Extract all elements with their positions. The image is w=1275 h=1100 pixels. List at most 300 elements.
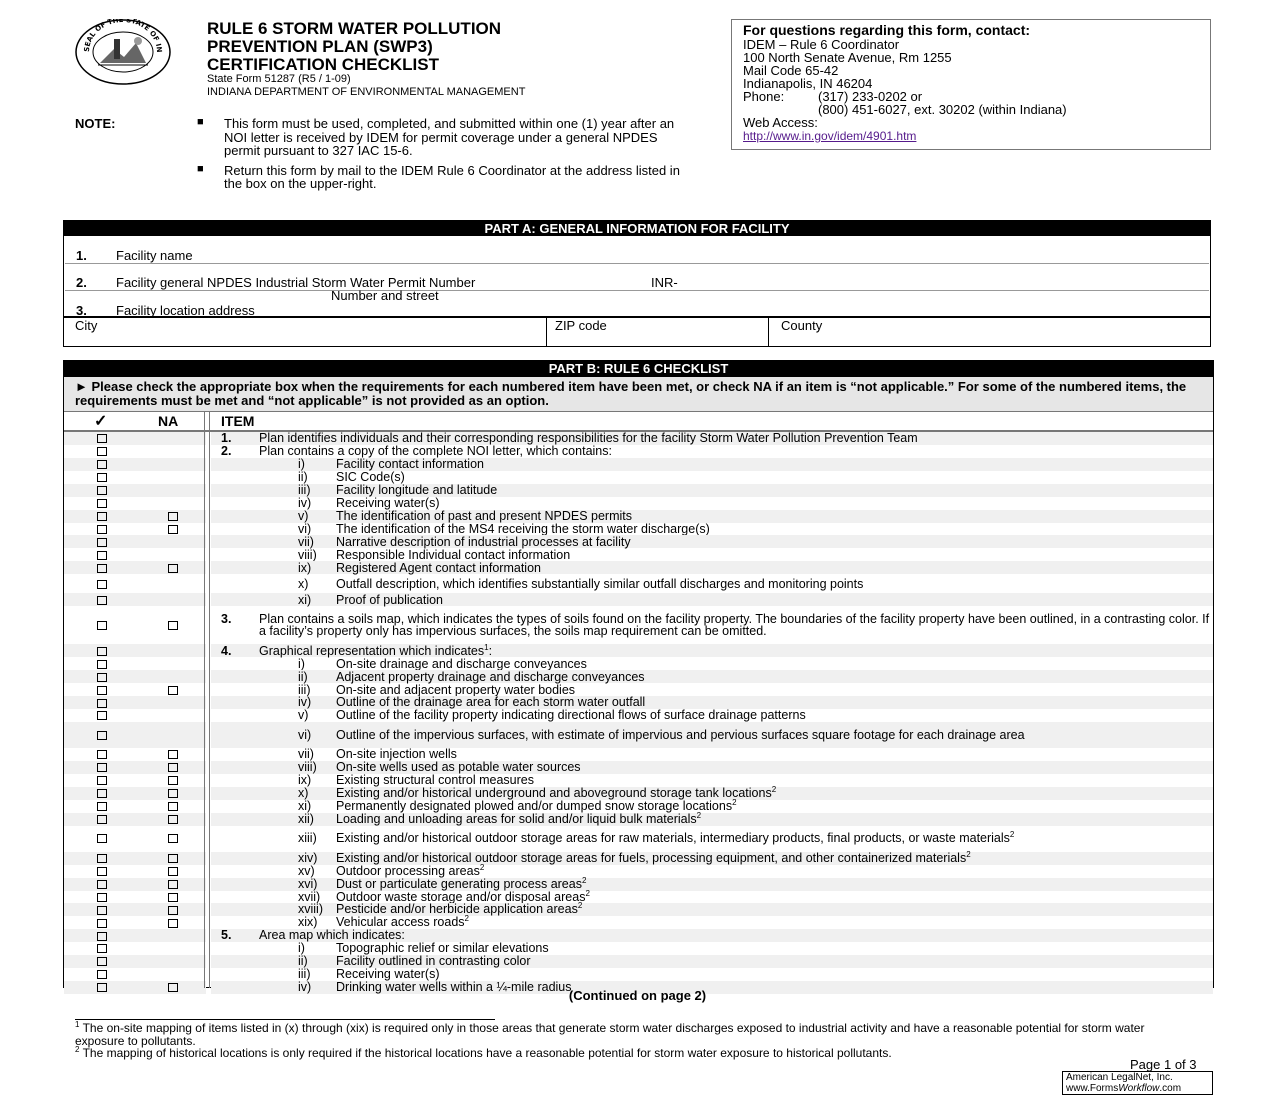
item-text-body: Dust or particulate generating process areas: [336, 876, 582, 891]
field-number: 1.: [76, 248, 87, 263]
na-cell: [140, 548, 206, 561]
check-box[interactable]: [97, 473, 107, 482]
check-box[interactable]: [97, 621, 107, 630]
check-cell: [64, 593, 140, 606]
item-text: [336, 658, 587, 671]
na-cell: [140, 903, 206, 916]
checklist-row: [64, 432, 1213, 445]
check-cell: [64, 606, 140, 644]
na-cell: [140, 535, 206, 548]
item-number: viii): [298, 547, 317, 562]
item-text-body: Drinking water wells within a ¼-mile radius: [336, 980, 572, 995]
check-box[interactable]: [97, 596, 107, 605]
footnote-ref: 2: [696, 810, 702, 820]
item-cell: [211, 471, 1213, 484]
item-text: [336, 832, 1014, 845]
item-cell: [211, 593, 1213, 606]
item-text: [259, 929, 405, 942]
permit-number-row: [65, 264, 1209, 291]
check-box[interactable]: [97, 919, 107, 928]
na-check-box[interactable]: [168, 686, 178, 695]
item-cell: [211, 523, 1213, 536]
item-number: ix): [298, 772, 312, 787]
note-item: [197, 164, 687, 191]
item-text-body: SIC Code(s): [336, 470, 405, 484]
na-check-box[interactable]: [168, 867, 178, 876]
item-cell: [211, 432, 1213, 445]
check-box[interactable]: [97, 776, 107, 785]
item-text-body: Adjacent property drainage and discharge conveyances: [336, 669, 645, 684]
checklist-row: [64, 787, 1213, 800]
check-cell: [64, 852, 140, 865]
item-number: iii): [298, 682, 311, 697]
item-text-body: The identification of the MS4 receiving the storm water discharge(s): [336, 521, 710, 536]
na-check-box[interactable]: [168, 789, 178, 798]
checklist-body: [64, 432, 1213, 994]
county-label: County: [781, 318, 823, 333]
footnote-ref: 2: [585, 888, 590, 898]
item-cell: [211, 709, 1213, 722]
item-text: [336, 955, 531, 968]
check-cell: [64, 510, 140, 523]
na-check-box[interactable]: [168, 750, 178, 759]
na-check-box[interactable]: [168, 815, 178, 824]
check-box[interactable]: [97, 893, 107, 902]
na-cell: [140, 593, 206, 606]
check-box[interactable]: [97, 815, 107, 824]
item-cell: [211, 535, 1213, 548]
continued-note: (Continued on page 2): [568, 988, 707, 1003]
street-address-field[interactable]: [318, 288, 1209, 317]
na-column-header: NA: [158, 413, 179, 429]
na-cell: [140, 445, 206, 458]
agency-name: INDIANA DEPARTMENT OF ENVIRONMENTAL MANAGEMENT: [207, 86, 526, 98]
na-cell: [140, 968, 206, 981]
item-text: [336, 862, 485, 878]
check-cell: [64, 484, 140, 497]
na-cell: [140, 657, 206, 670]
check-cell: [64, 561, 140, 574]
form-number: State Form 51287 (R5 / 1-09): [207, 73, 351, 85]
city-field[interactable]: [64, 318, 547, 346]
check-cell: [64, 787, 140, 800]
item-text: [336, 684, 575, 697]
check-cell: [64, 523, 140, 536]
item-text: [336, 774, 534, 787]
checklist-row: [64, 852, 1213, 865]
na-check-box[interactable]: [168, 880, 178, 889]
web-link[interactable]: http://www.in.gov/idem/4901.htm: [743, 129, 917, 143]
footnote-2: [75, 1047, 1185, 1060]
item-cell: [211, 644, 1213, 657]
na-check-box[interactable]: [168, 893, 178, 902]
check-box[interactable]: [97, 673, 107, 682]
check-box[interactable]: [97, 447, 107, 456]
phone-2: (800) 451-6027, ext. 30202 (within Indiana): [818, 102, 1067, 117]
na-cell: [140, 878, 206, 891]
item-text: [336, 709, 806, 722]
checklist-row: [64, 813, 1213, 826]
check-box[interactable]: [97, 970, 107, 979]
item-text-body: Plan identifies individuals and their corresponding responsibilities for the facility Storm Water Pollution Prevention Team: [259, 431, 918, 446]
check-box[interactable]: [97, 802, 107, 811]
checklist-row: [64, 606, 1213, 644]
item-text-body: Responsible Individual contact information: [336, 547, 571, 562]
item-number: xi): [298, 592, 312, 607]
na-cell: [140, 432, 206, 445]
bullet-icon: ■: [197, 162, 204, 175]
na-cell: [140, 696, 206, 709]
street-sublabel: Number and street: [331, 288, 439, 303]
phone-label: Phone:: [743, 89, 785, 104]
item-text-body: Plan contains a copy of the complete NOI letter, which contains:: [259, 444, 612, 459]
item-text: [336, 549, 570, 562]
na-check-box[interactable]: [168, 512, 178, 521]
checklist-row: [64, 644, 1213, 657]
item-text: [336, 671, 645, 684]
check-box[interactable]: [97, 699, 107, 708]
check-box[interactable]: [97, 854, 107, 863]
check-cell: [64, 774, 140, 787]
item-text: [336, 849, 971, 865]
check-cell: [64, 761, 140, 774]
check-cell: [64, 432, 140, 445]
contact-line: 100 North Senate Avenue, Rm 1255: [743, 50, 952, 65]
check-box[interactable]: [97, 460, 107, 469]
item-number: x): [298, 785, 309, 800]
title-line-3: CERTIFICATION CHECKLIST: [207, 55, 440, 74]
checklist-instructions: ► Please check the appropriate box when the requirements for each numbered item have been met, or check NA if an item is “not applicable.” For some of the numbered items, the requirements must be met and “not applicable” is not provided as an option.: [64, 377, 1213, 412]
item-cell: [211, 445, 1213, 458]
na-cell: [140, 800, 206, 813]
checklist-row: [64, 891, 1213, 904]
zip-label: ZIP code: [555, 318, 607, 333]
part-a-title: PART A: GENERAL INFORMATION FOR FACILITY: [63, 220, 1211, 236]
item-cell: [211, 606, 1213, 644]
na-check-box[interactable]: [168, 763, 178, 772]
check-cell: [64, 813, 140, 826]
item-text: [336, 510, 632, 523]
check-cell: [64, 968, 140, 981]
contact-line: IDEM – Rule 6 Coordinator: [743, 37, 900, 52]
check-box[interactable]: [97, 499, 107, 508]
zip-field[interactable]: [547, 318, 769, 346]
check-box[interactable]: [97, 932, 107, 941]
na-cell: [140, 510, 206, 523]
checklist-row: [64, 593, 1213, 606]
check-box[interactable]: [97, 512, 107, 521]
check-cell: [64, 800, 140, 813]
footnote-ref: 2: [732, 797, 737, 807]
item-number: 2.: [221, 444, 232, 459]
item-number: ii): [298, 470, 308, 484]
bullet-icon: ■: [197, 116, 204, 128]
na-check-box[interactable]: [168, 802, 178, 811]
item-cell: [211, 722, 1213, 748]
item-text-body: On-site drainage and discharge conveyances: [336, 656, 587, 671]
county-field[interactable]: [769, 318, 1210, 346]
item-text-body: Existing and/or historical outdoor storage areas for raw materials, intermediary products, final products, or waste materials: [336, 831, 1010, 846]
checklist-row: [64, 722, 1213, 748]
item-text-body: Graphical representation which indicates: [259, 643, 485, 658]
item-text: [336, 968, 440, 981]
check-cell: [64, 722, 140, 748]
item-number: xi): [298, 798, 312, 813]
check-box[interactable]: [97, 750, 107, 759]
na-cell: [140, 813, 206, 826]
check-box[interactable]: [97, 957, 107, 966]
check-cell: [64, 670, 140, 683]
item-text-body: Receiving water(s): [336, 967, 440, 982]
facility-name-row: [65, 237, 1209, 264]
check-box[interactable]: [97, 834, 107, 843]
footnote-ref: 2: [581, 875, 587, 885]
checklist-row: [64, 574, 1213, 593]
footnote-ref: 2: [771, 784, 777, 794]
item-text: [259, 642, 493, 658]
na-cell: [140, 774, 206, 787]
checklist-row: [64, 955, 1213, 968]
check-box[interactable]: [97, 660, 107, 669]
item-text: [259, 445, 612, 458]
item-text-body: Outline of the impervious surfaces, with estimate of impervious and pervious surfaces square footage for each drainage area: [336, 727, 1025, 742]
footnote-1: [75, 1022, 1185, 1047]
checklist-row: [64, 657, 1213, 670]
na-cell: [140, 929, 206, 942]
check-cell: [64, 955, 140, 968]
item-number: iv): [298, 980, 312, 995]
item-text-body: Topographic relief or similar elevations: [336, 941, 549, 956]
checklist-row: [64, 561, 1213, 574]
item-text-body: Plan contains a soils map, which indicates the types of soils found on the facility property. The boundaries of the facility property have been outlined, in a contrasting color. If a facility’s property only has impervious surfaces, the soils map requirement can be omitted.: [259, 611, 1210, 639]
check-box[interactable]: [97, 538, 107, 547]
item-cell: [211, 561, 1213, 574]
na-cell: [140, 574, 206, 593]
item-text: [336, 578, 863, 591]
item-text: [336, 562, 541, 575]
city-label: City: [75, 318, 98, 333]
note-item: [197, 117, 687, 158]
footnote-ref: 2: [577, 901, 583, 911]
item-number: i): [298, 457, 305, 472]
checklist-row: [64, 497, 1213, 510]
item-number: 5.: [221, 928, 232, 943]
item-number: ix): [298, 560, 312, 575]
item-text-body: Pesticide and/or herbicide application areas: [336, 902, 578, 917]
title-line-2: PREVENTION PLAN (SWP3): [207, 37, 433, 56]
contact-box: [731, 19, 1211, 150]
checklist-row: [64, 761, 1213, 774]
check-cell: [64, 826, 140, 852]
part-b-section: [63, 360, 1214, 995]
check-box[interactable]: [97, 906, 107, 915]
check-box[interactable]: [97, 551, 107, 560]
check-box[interactable]: [97, 686, 107, 695]
contact-line: Indianapolis, IN 46204: [743, 76, 873, 91]
item-number: i): [298, 941, 305, 956]
check-box[interactable]: [97, 711, 107, 720]
item-text-body: Existing structural control measures: [336, 772, 534, 787]
footnote-ref: 2: [479, 862, 485, 872]
url-part: .com: [1159, 1082, 1182, 1094]
checklist-row: [64, 458, 1213, 471]
check-cell: [64, 748, 140, 761]
item-cell: [211, 670, 1213, 683]
check-cell: [64, 458, 140, 471]
check-cell: [64, 942, 140, 955]
item-text: [336, 761, 581, 774]
item-number: 1.: [221, 431, 232, 446]
item-number: xiv): [298, 850, 318, 865]
na-cell: [140, 471, 206, 484]
na-cell: [140, 523, 206, 536]
check-cell: [64, 445, 140, 458]
check-cell: [64, 929, 140, 942]
item-text-body: Loading and unloading areas for solid and/or liquid bulk materials: [336, 811, 697, 826]
check-box[interactable]: [97, 880, 107, 889]
item-text: [336, 916, 469, 929]
item-number: 4.: [221, 643, 232, 658]
item-text-body: On-site injection wells: [336, 747, 457, 762]
na-check-box[interactable]: [168, 525, 178, 534]
contact-heading: For questions regarding this form, contact:: [743, 22, 1031, 38]
na-check-box[interactable]: [168, 854, 178, 863]
item-number: xix): [298, 915, 318, 930]
item-number: vii): [298, 534, 314, 549]
item-number: v): [298, 508, 309, 523]
item-cell: [211, 548, 1213, 561]
checklist-row: [64, 774, 1213, 787]
checklist-header: [64, 412, 1213, 432]
check-box[interactable]: [97, 789, 107, 798]
check-cell: [64, 644, 140, 657]
permit-prefix: INR-: [651, 275, 678, 290]
note-label: NOTE:: [75, 116, 116, 131]
location-address-label: Facility location address: [116, 303, 255, 318]
item-number: ii): [298, 954, 308, 969]
item-number: i): [298, 656, 305, 671]
check-cell: [64, 535, 140, 548]
na-cell: [140, 497, 206, 510]
check-box[interactable]: [97, 944, 107, 953]
publisher-url: [1066, 1084, 1209, 1095]
check-box[interactable]: [97, 434, 107, 443]
footnotes: [75, 1022, 1185, 1060]
na-check-box[interactable]: [168, 776, 178, 785]
seal-graphic: [74, 19, 172, 85]
check-box[interactable]: [97, 647, 107, 656]
check-box[interactable]: [97, 525, 107, 534]
check-box[interactable]: [97, 580, 107, 589]
check-cell: [64, 916, 140, 929]
na-cell: [140, 606, 206, 644]
item-number: x): [298, 576, 309, 591]
item-number: iii): [298, 482, 311, 497]
item-text: [259, 432, 918, 445]
check-cell: [64, 903, 140, 916]
item-text-body: Facility outlined in contrasting color: [336, 954, 531, 969]
item-column-header: ITEM: [221, 413, 255, 429]
checklist-row: [64, 471, 1213, 484]
na-check-box[interactable]: [168, 919, 178, 928]
item-text-body: Area map which indicates:: [259, 928, 405, 943]
na-check-box[interactable]: [168, 564, 178, 573]
check-box[interactable]: [97, 867, 107, 876]
na-cell: [140, 955, 206, 968]
item-cell: [211, 761, 1213, 774]
item-text: [336, 875, 587, 891]
check-cell: [64, 574, 140, 593]
item-text-body: Registered Agent contact information: [336, 560, 541, 575]
checklist-row: [64, 865, 1213, 878]
permit-number-label: Facility general NPDES Industrial Storm Water Permit Number: [116, 275, 476, 290]
item-text-body: Vehicular access roads: [336, 915, 465, 930]
check-box[interactable]: [97, 731, 107, 740]
item-cell: [211, 826, 1213, 852]
na-cell: [140, 852, 206, 865]
check-box[interactable]: [97, 564, 107, 573]
na-cell: [140, 484, 206, 497]
check-cell: [64, 657, 140, 670]
checklist-row: [64, 484, 1213, 497]
checklist-row: [64, 709, 1213, 722]
item-text: [336, 942, 549, 955]
checklist-row: [64, 445, 1213, 458]
permit-number-field[interactable]: [635, 264, 1209, 290]
city-zip-county-row: [63, 317, 1211, 347]
facility-name-field[interactable]: [243, 237, 1209, 263]
item-text-body: Proof of publication: [336, 592, 444, 607]
na-check-box[interactable]: [168, 906, 178, 915]
item-number: viii): [298, 760, 317, 775]
url-part: Workflow: [1118, 1082, 1160, 1094]
item-text-body: Existing and/or historical outdoor storage areas for fuels, processing equipment, and other containerized materials: [336, 850, 967, 865]
form-title: [207, 20, 687, 74]
item-text-body: On-site wells used as potable water sources: [336, 760, 581, 775]
na-check-box[interactable]: [168, 621, 178, 630]
item-text: [336, 810, 702, 826]
na-check-box[interactable]: [168, 834, 178, 843]
check-box[interactable]: [97, 763, 107, 772]
part-a-section: [63, 220, 1211, 347]
item-text-body: Outline of the facility property indicating directional flows of surface drainage patterns: [336, 708, 806, 723]
item-cell: [211, 497, 1213, 510]
na-cell: [140, 826, 206, 852]
item-cell: [211, 955, 1213, 968]
item-text-body: Permanently designated plowed and/or dumped snow storage locations: [336, 798, 733, 813]
footnote-ref: 2: [966, 849, 971, 859]
state-seal: [74, 19, 172, 85]
item-text: [336, 748, 457, 761]
checklist-row: [64, 903, 1213, 916]
item-number: vi): [298, 727, 312, 742]
na-cell: [140, 748, 206, 761]
checklist-row: [64, 929, 1213, 942]
item-text-body: The identification of past and present NPDES permits: [336, 508, 632, 523]
note-text: Return this form by mail to the IDEM Rule 6 Coordinator at the address listed in the box on the upper-right.: [224, 162, 680, 191]
check-box[interactable]: [97, 486, 107, 495]
checklist-row: [64, 523, 1213, 536]
item-text: [259, 613, 1213, 638]
item-cell: [211, 484, 1213, 497]
item-text-body: Facility longitude and latitude: [336, 482, 498, 497]
item-cell: [211, 784, 1213, 800]
checklist-row: [64, 696, 1213, 709]
item-number: iv): [298, 495, 312, 510]
item-text-body: Outdoor processing areas: [336, 863, 480, 878]
item-number: v): [298, 708, 309, 723]
na-cell: [140, 787, 206, 800]
